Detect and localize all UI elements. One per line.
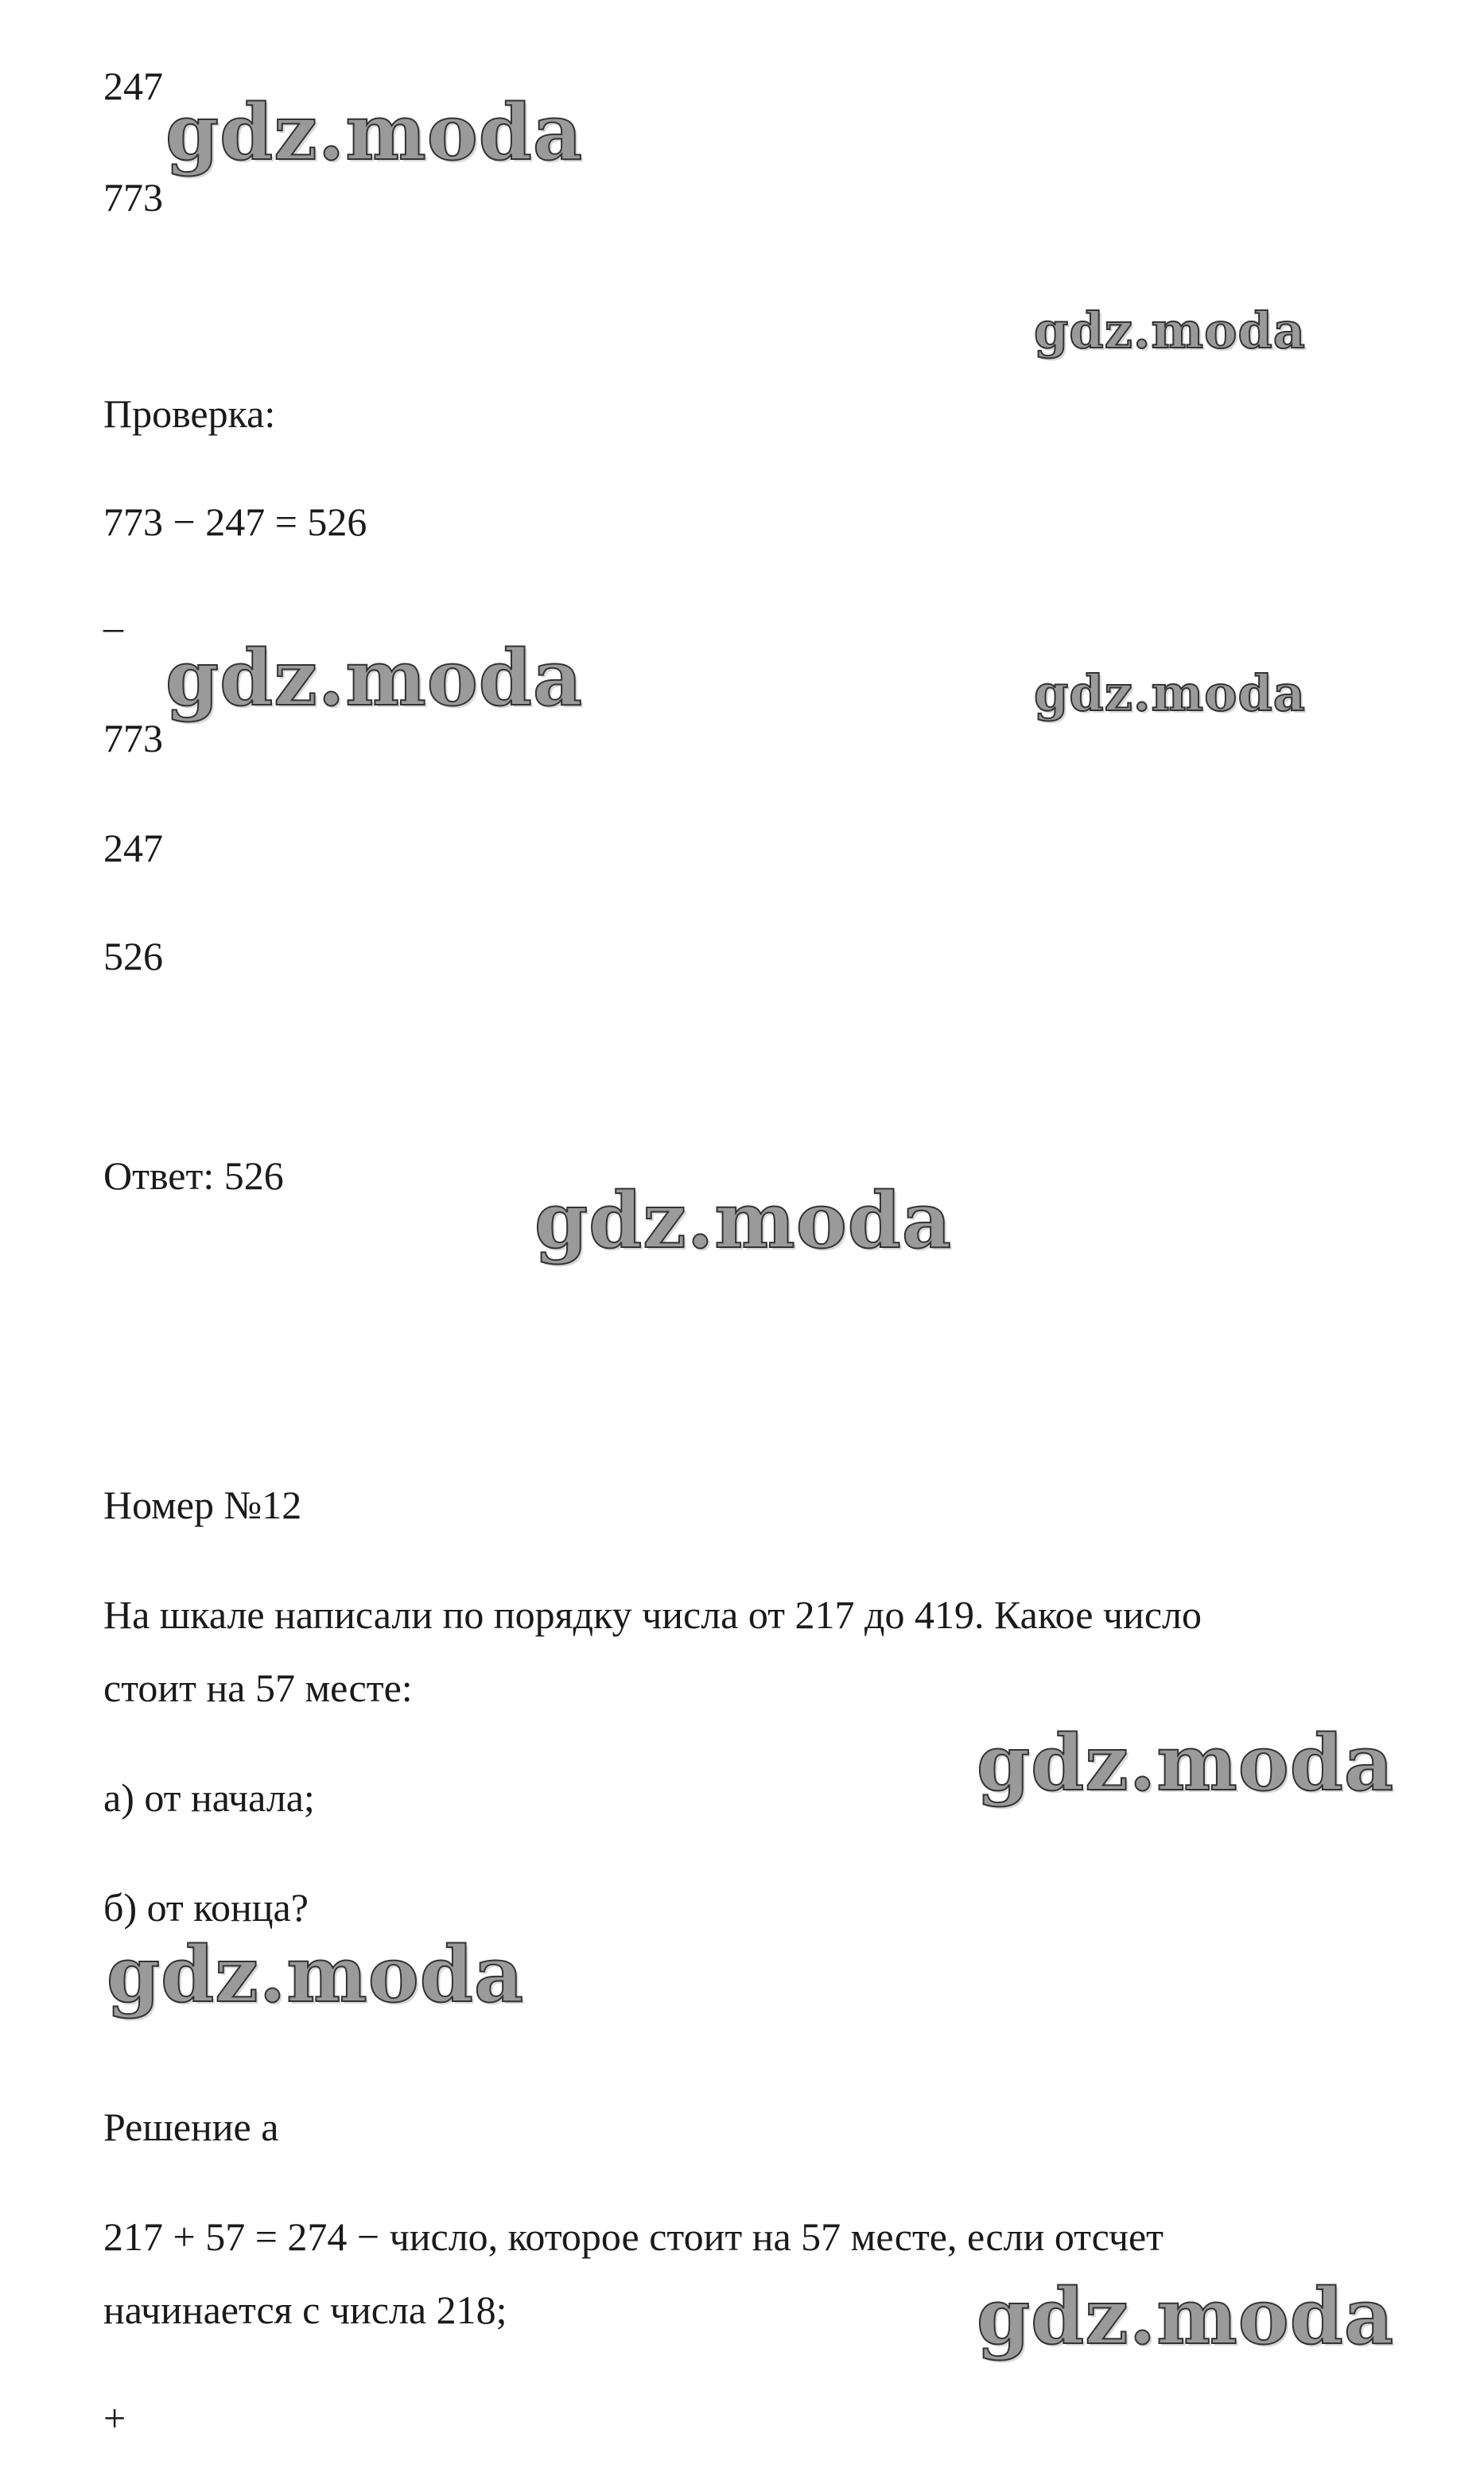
text-line: начинается с числа 218; [103, 2288, 507, 2332]
text-line: 217 + 57 = 274 − число, которое стоит на 57 месте, если отсчет [103, 2214, 1164, 2259]
watermark: gdz.moda [1034, 664, 1306, 722]
text-line: 247 [103, 64, 163, 108]
text-line: 773 [103, 175, 163, 220]
text-line: а) от начала; [103, 1775, 315, 1820]
text-line: + [103, 2396, 126, 2440]
text-line: – [103, 605, 123, 649]
text-line: Решение а [103, 2105, 279, 2149]
watermark: gdz.moda [977, 2272, 1395, 2362]
section-title: Номер №12 [103, 1483, 302, 1527]
text-line: б) от конца? [103, 1885, 309, 1930]
text-line: На шкале написали по порядку числа от 217 до 419. Какое число [103, 1592, 1202, 1637]
watermark: gdz.moda [165, 633, 584, 723]
text-line: 773 − 247 = 526 [103, 500, 367, 544]
text-line: Проверка: [103, 391, 276, 436]
watermark: gdz.moda [165, 87, 584, 177]
text-line: 773 [103, 716, 163, 760]
watermark: gdz.moda [107, 1930, 525, 2020]
text-line: 526 [103, 934, 163, 978]
text-line: стоит на 57 месте: [103, 1666, 413, 1710]
watermark: gdz.moda [534, 1176, 953, 1265]
watermark: gdz.moda [1034, 301, 1306, 360]
answer-line: Ответ: 526 [103, 1153, 284, 1198]
watermark: gdz.moda [977, 1718, 1395, 1808]
text-line: 247 [103, 826, 163, 870]
